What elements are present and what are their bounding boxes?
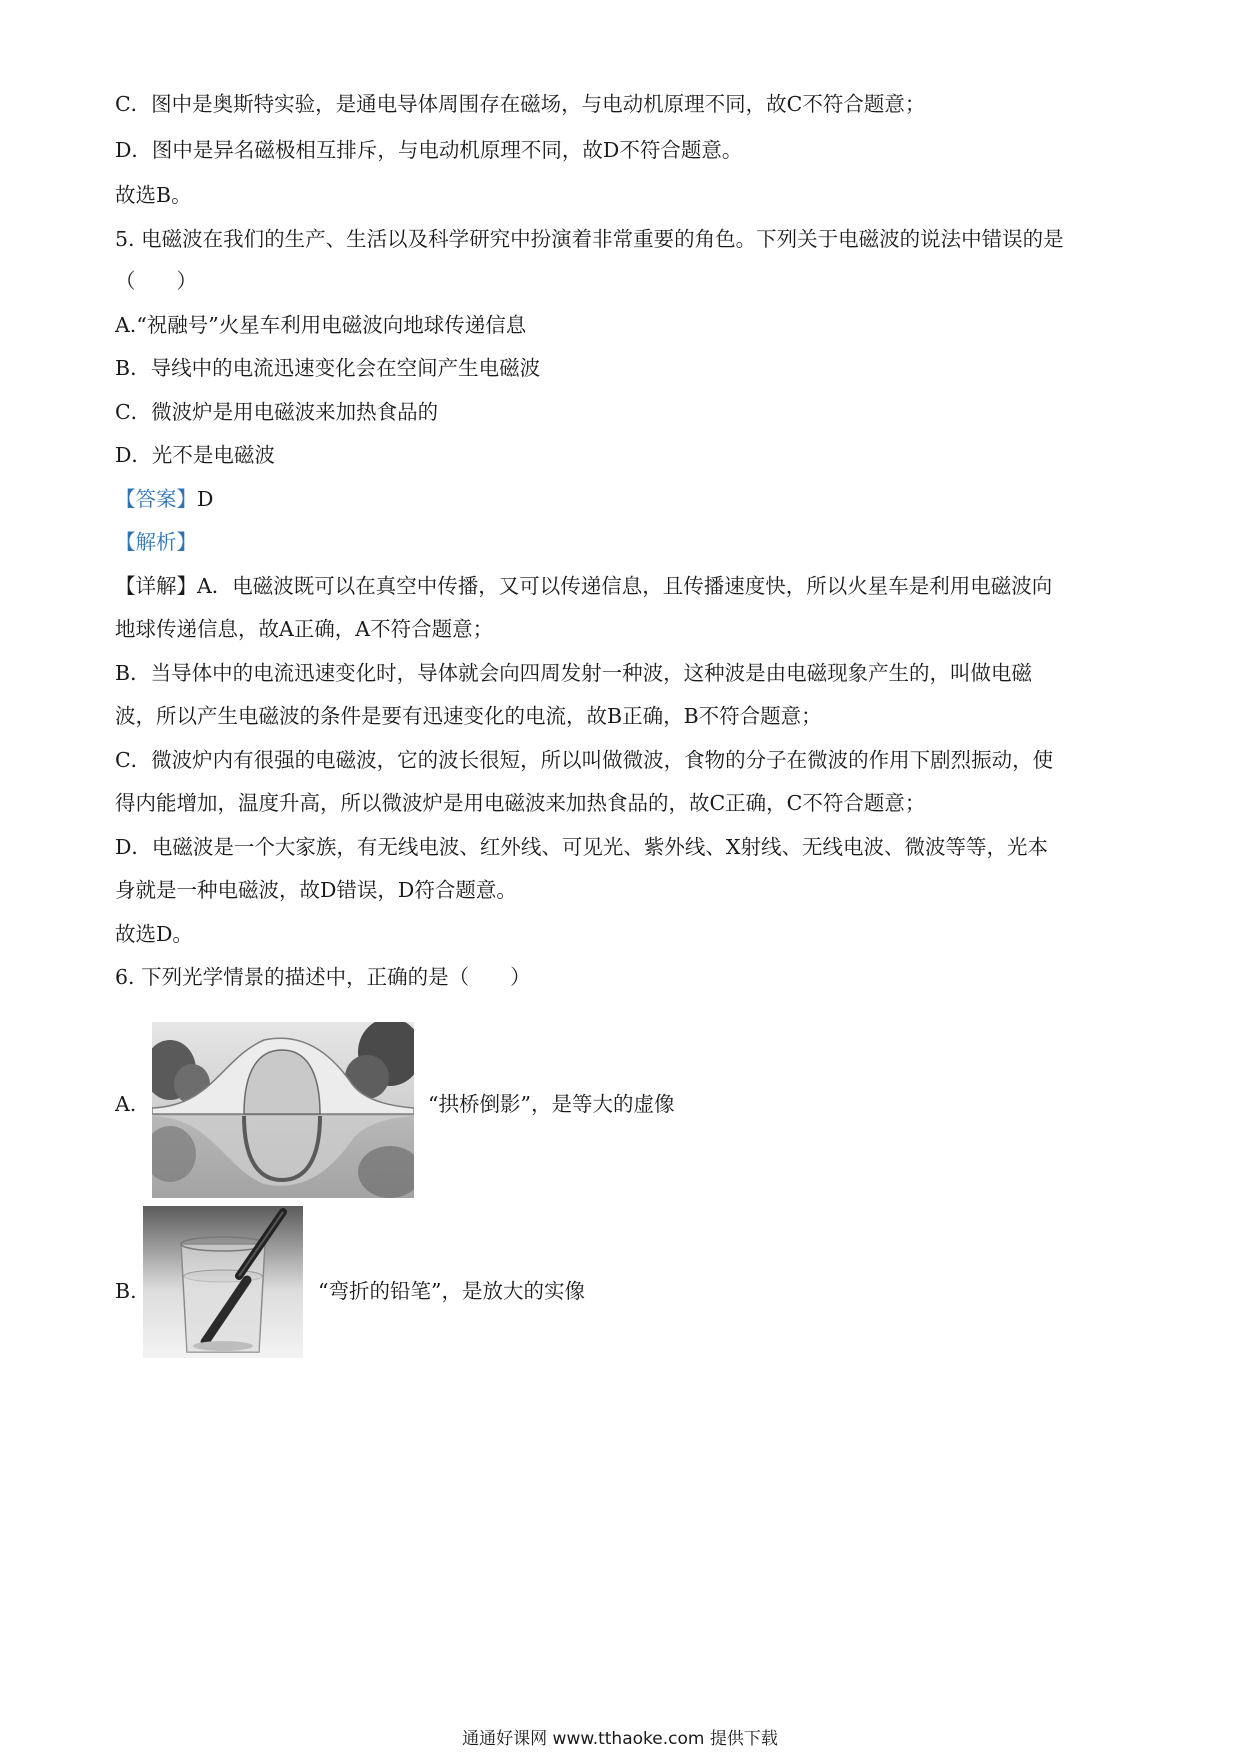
- arch-bridge-reflection-image: [152, 1022, 414, 1198]
- previous-conclusion: 故选B。: [115, 183, 192, 207]
- previous-answer-d: D．图中是异名磁极相互排斥，与电动机原理不同，故D不符合题意。: [115, 138, 743, 162]
- footer-source: 通通好课网 www.tthaoke.com 提供下载: [462, 1729, 778, 1749]
- option-5a: A.“祝融号”火星车利用电磁波向地球传递信息: [115, 313, 527, 337]
- detail-line: 身就是一种电磁波，故D错误，D符合题意。: [115, 878, 517, 902]
- detail-line: [115, 571, 1130, 601]
- analysis-tag: 【解析】: [115, 530, 197, 554]
- detail-line: 得内能增加，温度升高，所以微波炉是用电磁波来加热食品的，故C正确，C不符合题意；: [115, 791, 926, 815]
- option-6b-label: B.: [115, 1279, 137, 1303]
- previous-answer-c: C．图中是奥斯特实验，是通电导体周围存在磁场，与电动机原理不同，故C不符合题意；: [115, 92, 926, 116]
- bent-pencil-glass-image: [143, 1206, 303, 1358]
- detail-line: C．微波炉内有很强的电磁波，它的波长很短，所以叫做微波，食物的分子在微波的作用下剧烈振动，使: [115, 748, 1054, 772]
- answer-tag: 【答案】: [115, 487, 197, 511]
- detail-tag: 【详解】: [115, 574, 197, 598]
- detail-line: 地球传递信息，故A正确，A不符合题意；: [115, 617, 494, 641]
- question-6-stem: 6. 下列光学情景的描述中，正确的是（ ）: [115, 965, 531, 989]
- detail-line: B．当导体中的电流迅速变化时，导体就会向四周发射一种波，这种波是由电磁现象产生的，叫做电磁: [115, 661, 1033, 685]
- answer-line: [115, 484, 1130, 514]
- option-5c: C．微波炉是用电磁波来加热食品的: [115, 400, 439, 424]
- option-5d: D．光不是电磁波: [115, 443, 275, 467]
- answer-value: D: [197, 487, 214, 511]
- detail-line: 波，所以产生电磁波的条件是要有迅速变化的电流，故B正确，B不符合题意；: [115, 704, 822, 728]
- question-5-conclusion: 故选D。: [115, 922, 193, 946]
- question-5-bracket: （ ）: [115, 269, 197, 293]
- detail-text: A．电磁波既可以在真空中传播，又可以传递信息，且传播速度快，所以火星车是利用电磁波向: [197, 574, 1053, 598]
- option-5b: B．导线中的电流迅速变化会在空间产生电磁波: [115, 356, 541, 380]
- option-6a-label: A.: [115, 1092, 137, 1116]
- detail-line: D．电磁波是一个大家族，有无线电波、红外线、可见光、紫外线、X射线、无线电波、微波等等，光本: [115, 835, 1049, 859]
- option-6a-caption: “拱桥倒影”，是等大的虚像: [428, 1092, 675, 1116]
- question-5-stem: 5. 电磁波在我们的生产、生活以及科学研究中扮演着非常重要的角色。下列关于电磁波的说法中错误的是: [115, 227, 1064, 251]
- option-6b-caption: “弯折的铅笔”，是放大的实像: [318, 1279, 585, 1303]
